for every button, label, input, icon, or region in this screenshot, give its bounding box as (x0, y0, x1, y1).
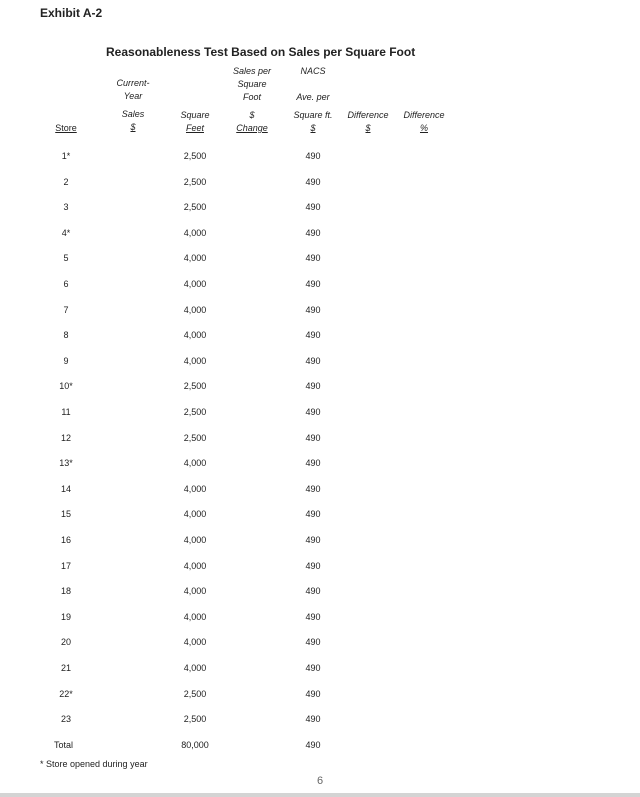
table-row (0, 253, 640, 267)
square-feet-value: 4,000 (183, 612, 207, 622)
store-number: 17 (60, 561, 71, 571)
square-feet-value: 4,000 (183, 561, 207, 571)
store-number: 22* (59, 689, 73, 699)
nacs-average-value: 490 (305, 407, 321, 417)
store-number: 2 (63, 177, 69, 187)
square-feet-value: 4,000 (183, 279, 207, 289)
nacs-average-value: 490 (305, 253, 321, 263)
nacs-average-value: 490 (305, 612, 321, 622)
table-row (0, 561, 640, 575)
page-number: 6 (316, 775, 324, 787)
square-feet-value: 4,000 (183, 253, 207, 263)
store-number: 11 (61, 407, 71, 417)
table-row (0, 305, 640, 319)
nacs-average-value: 490 (305, 151, 321, 161)
square-feet-value: 4,000 (183, 484, 207, 494)
store-number: 19 (60, 612, 71, 622)
header-difference-dollars: Difference $ (347, 110, 389, 133)
square-feet-value: 2,500 (183, 177, 207, 187)
store-number: 12 (60, 433, 71, 443)
table-row (0, 151, 640, 165)
table-row (0, 202, 640, 216)
table-row (0, 689, 640, 703)
table-row (0, 637, 640, 651)
table-row (0, 330, 640, 344)
header-difference-percent: Difference % (403, 110, 445, 133)
square-feet-value: 4,000 (183, 637, 207, 647)
table-row (0, 509, 640, 523)
table-row (0, 279, 640, 293)
store-number: 4* (61, 228, 71, 238)
store-number: 13* (59, 458, 73, 468)
square-feet-value: 2,500 (183, 202, 207, 212)
table-row (0, 458, 640, 472)
table-row (0, 484, 640, 498)
total-square-feet: 80,000 (181, 740, 209, 750)
table-row (0, 612, 640, 626)
table-row (0, 381, 640, 395)
header-current-year-sales: Current- Year Sales $ (116, 78, 150, 132)
table-row (0, 407, 640, 421)
table-row (0, 356, 640, 370)
nacs-average-value: 490 (305, 484, 321, 494)
square-feet-value: 2,500 (183, 433, 207, 443)
table-row (0, 586, 640, 600)
store-number: 3 (63, 202, 69, 212)
store-number: 7 (63, 305, 69, 315)
header-nacs-average: NACS Ave. per Square ft. $ (293, 66, 333, 133)
table-row (0, 177, 640, 191)
nacs-average-value: 490 (305, 561, 321, 571)
table-row (0, 228, 640, 242)
total-nacs-average: 490 (305, 740, 321, 750)
nacs-average-value: 490 (305, 381, 321, 391)
square-feet-value: 4,000 (183, 509, 207, 519)
page-bottom-edge (0, 793, 640, 797)
nacs-average-value: 490 (305, 279, 321, 289)
store-number: 6 (63, 279, 69, 289)
table-row (0, 535, 640, 549)
nacs-average-value: 490 (305, 330, 321, 340)
square-feet-value: 4,000 (183, 663, 207, 673)
square-feet-value: 4,000 (183, 586, 207, 596)
store-number: 8 (63, 330, 69, 340)
square-feet-value: 4,000 (183, 228, 207, 238)
table-row (0, 433, 640, 447)
exhibit-label: Exhibit A-2 (40, 6, 103, 20)
nacs-average-value: 490 (305, 177, 321, 187)
store-number: 10* (59, 381, 73, 391)
nacs-average-value: 490 (305, 202, 321, 212)
nacs-average-value: 490 (305, 509, 321, 519)
square-feet-value: 2,500 (183, 407, 207, 417)
nacs-average-value: 490 (305, 433, 321, 443)
store-number: 9 (63, 356, 69, 366)
store-number: 21 (60, 663, 71, 673)
square-feet-value: 2,500 (183, 689, 207, 699)
store-number: 15 (60, 509, 71, 519)
total-label: Total (54, 740, 74, 750)
store-number: 16 (60, 535, 71, 545)
page-title: Reasonableness Test Based on Sales per Square Foot (106, 45, 416, 59)
square-feet-value: 4,000 (183, 458, 207, 468)
nacs-average-value: 490 (305, 535, 321, 545)
nacs-average-value: 490 (305, 663, 321, 673)
nacs-average-value: 490 (305, 689, 321, 699)
header-store: Store (55, 123, 77, 133)
store-number: 1* (61, 151, 71, 161)
square-feet-value: 4,000 (183, 535, 207, 545)
nacs-average-value: 490 (305, 586, 321, 596)
square-feet-value: 4,000 (183, 330, 207, 340)
footnote: * Store opened during year (40, 759, 148, 769)
nacs-average-value: 490 (305, 458, 321, 468)
nacs-average-value: 490 (305, 714, 321, 724)
square-feet-value: 2,500 (183, 381, 207, 391)
store-number: 20 (60, 637, 71, 647)
store-number: 23 (60, 714, 71, 724)
square-feet-value: 4,000 (183, 356, 207, 366)
header-square-feet: Square Feet (180, 110, 210, 133)
store-number: 14 (60, 484, 71, 494)
store-number: 5 (63, 253, 69, 263)
square-feet-value: 4,000 (183, 305, 207, 315)
nacs-average-value: 490 (305, 637, 321, 647)
total-row (0, 740, 640, 754)
header-sales-per-square-foot: Sales per Square Foot $ Change (232, 66, 272, 133)
table-row (0, 714, 640, 728)
square-feet-value: 2,500 (183, 714, 207, 724)
nacs-average-value: 490 (305, 228, 321, 238)
square-feet-value: 2,500 (183, 151, 207, 161)
table-row (0, 663, 640, 677)
nacs-average-value: 490 (305, 305, 321, 315)
nacs-average-value: 490 (305, 356, 321, 366)
store-number: 18 (60, 586, 71, 596)
